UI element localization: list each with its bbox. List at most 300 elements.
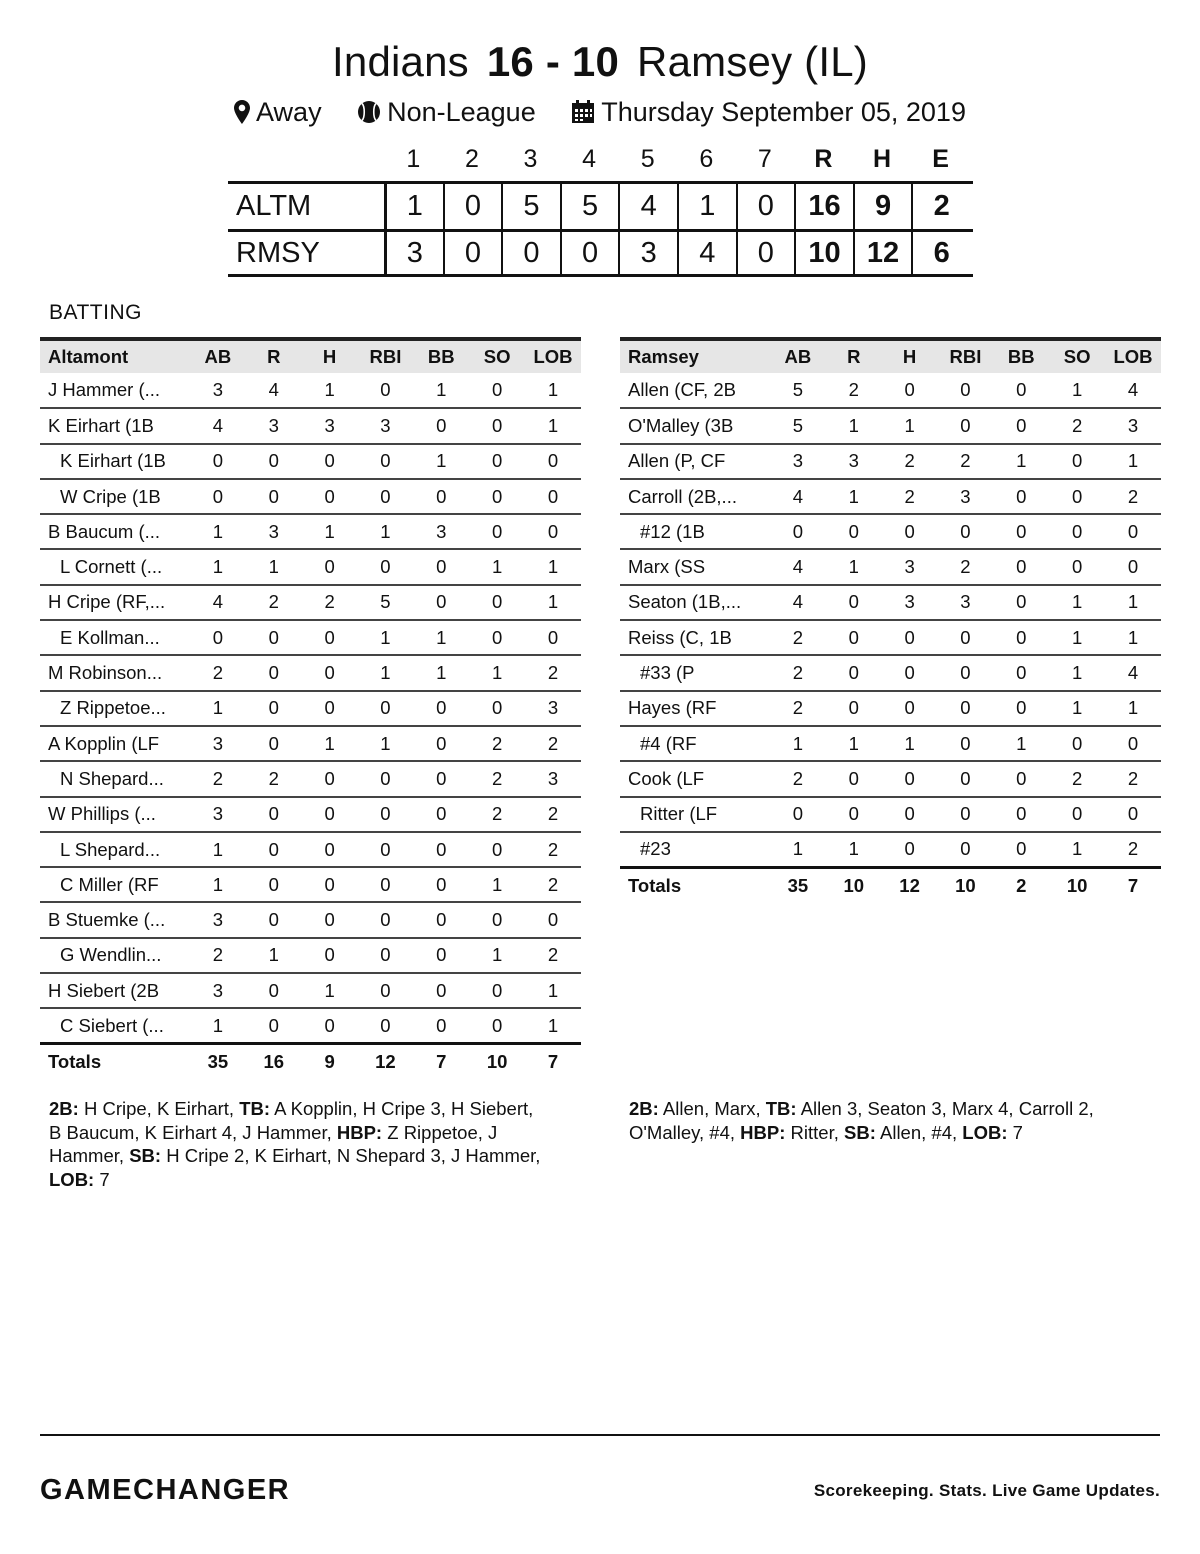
totals-cell: 12 [358,1044,414,1079]
away-batting-table [40,337,581,1079]
stat-cell: 3 [1105,408,1161,443]
stat-cell: 0 [525,479,581,514]
stat-cell: 3 [938,479,994,514]
stat-cell: 1 [770,726,826,761]
note-label: 2B: [49,1098,79,1119]
stat-cell: 2 [525,832,581,867]
player-name: Hayes (RF [620,691,770,726]
stat-cell: 4 [770,549,826,584]
totals-cell: 12 [882,867,938,902]
table-row [40,1008,581,1043]
linescore-inning: 0 [443,232,502,274]
player-name: A Kopplin (LF [40,726,190,761]
stat-header: LOB [525,339,581,373]
stat-cell: 5 [770,408,826,443]
stat-cell: 0 [246,479,302,514]
linescore-e: 2 [911,184,970,229]
stat-cell: 0 [993,479,1049,514]
stat-cell: 1 [1049,373,1105,408]
player-name: Cook (LF [620,761,770,796]
stat-cell: 5 [358,585,414,620]
table-header-row [620,339,1161,373]
stat-cell: 1 [525,373,581,408]
note-label: TB: [239,1098,271,1119]
table-row [620,797,1161,832]
stat-cell: 2 [525,797,581,832]
linescore-inning: 0 [736,184,795,229]
note-label: HBP: [336,1121,383,1143]
stat-cell: 1 [469,938,525,973]
stat-cell: 0 [358,444,414,479]
note-text: Z Rippetoe, J Hammer, [49,1121,498,1167]
note-text: A Kopplin, H Cripe 3, H Siebert, B Baucum, K Eirhart 4, J Hammer, [49,1098,534,1143]
linescore-col-header: 1 [406,144,421,173]
stat-cell: 3 [190,973,246,1008]
note-label: TB: [765,1098,797,1119]
stat-header: AB [190,339,246,373]
stat-cell: 2 [1049,408,1105,443]
player-name: #12 (1B [620,514,770,549]
table-row [620,832,1161,867]
stat-cell: 4 [770,479,826,514]
league [357,97,536,128]
player-name: Allen (CF, 2B [620,373,770,408]
stat-cell: 0 [358,373,414,408]
player-name: W Cripe (1B [40,479,190,514]
game-meta [0,96,1200,128]
footer-divider [40,1434,1160,1436]
totals-cell: 7 [413,1044,469,1079]
stat-cell: 0 [826,514,882,549]
stat-cell: 0 [413,761,469,796]
stat-cell: 4 [1105,655,1161,690]
stat-header: R [246,339,302,373]
stat-cell: 0 [826,691,882,726]
stat-cell: 1 [358,514,414,549]
stat-cell: 2 [826,373,882,408]
league-text: Non-League [387,97,536,128]
stat-cell: 0 [302,867,358,902]
player-name: L Cornett (... [40,549,190,584]
totals-row [620,867,1161,902]
stat-cell: 0 [190,479,246,514]
player-name: Marx (SS [620,549,770,584]
linescore-col-header: 2 [464,144,479,173]
stat-cell: 0 [826,585,882,620]
stat-cell: 0 [246,797,302,832]
table-row [40,620,581,655]
note-text: H Cripe, K Eirhart, [78,1098,240,1119]
table-row [40,832,581,867]
stat-cell: 0 [413,691,469,726]
stat-cell: 1 [413,655,469,690]
table-row [40,938,581,973]
totals-cell: 7 [1105,867,1161,902]
stat-cell: 0 [246,726,302,761]
table-row [620,761,1161,796]
stat-cell: 0 [469,585,525,620]
stat-cell: 1 [826,832,882,867]
stat-cell: 2 [770,691,826,726]
stat-cell: 0 [246,444,302,479]
stat-cell: 1 [358,655,414,690]
stat-cell: 3 [190,797,246,832]
linescore-inning: 0 [560,232,619,274]
away-batting-notes [49,1097,549,1191]
stat-cell: 1 [190,1008,246,1043]
table-row [40,373,581,408]
player-name: M Robinson... [40,655,190,690]
player-name: Z Rippetoe... [40,691,190,726]
stat-cell: 0 [938,691,994,726]
player-name: C Siebert (... [40,1008,190,1043]
stat-cell: 1 [826,549,882,584]
stat-cell: 0 [246,902,302,937]
stat-cell: 0 [882,761,938,796]
player-name: N Shepard... [40,761,190,796]
linescore-inning: 5 [560,184,619,229]
note-label: SB: [844,1121,876,1143]
stat-cell: 1 [993,726,1049,761]
stat-cell: 0 [882,691,938,726]
linescore-col-header: 6 [699,144,714,173]
stat-cell: 0 [469,832,525,867]
stat-cell: 0 [469,973,525,1008]
stat-cell: 1 [826,479,882,514]
stat-header: H [302,339,358,373]
stat-cell: 2 [882,479,938,514]
note-text: 7 [94,1168,110,1190]
footer-tagline: Scorekeeping. Stats. Live Game Updates. [813,1481,1160,1500]
note-label: LOB: [49,1168,95,1190]
stat-cell: 1 [826,726,882,761]
stat-cell: 0 [993,761,1049,796]
player-name: W Phillips (... [40,797,190,832]
stat-cell: 1 [413,444,469,479]
stat-cell: 0 [358,938,414,973]
table-row [40,408,581,443]
note-label: HBP: [740,1121,786,1143]
table-row [620,444,1161,479]
stat-cell: 0 [469,408,525,443]
stat-header: AB [770,339,826,373]
table-row [40,444,581,479]
stat-cell: 0 [358,761,414,796]
stat-cell: 0 [302,832,358,867]
table-row [40,973,581,1008]
player-name: Carroll (2B,... [620,479,770,514]
stat-cell: 2 [1105,479,1161,514]
stat-header: SO [1049,339,1105,373]
stat-cell: 2 [246,585,302,620]
stat-cell: 0 [302,620,358,655]
stat-cell: 1 [358,726,414,761]
team-name-header: Altamont [40,339,190,373]
stat-cell: 2 [525,938,581,973]
stat-cell: 4 [246,373,302,408]
player-name: H Cripe (RF,... [40,585,190,620]
stat-cell: 0 [302,444,358,479]
player-name: #4 (RF [620,726,770,761]
stat-cell: 0 [302,1008,358,1043]
totals-cell: 16 [246,1044,302,1079]
player-name: C Miller (RF [40,867,190,902]
calendar-icon [571,100,595,124]
stat-cell: 0 [525,444,581,479]
stat-cell: 0 [302,902,358,937]
player-name: L Shepard... [40,832,190,867]
note-label: LOB: [962,1121,1008,1143]
stat-cell: 1 [525,408,581,443]
stat-cell: 0 [938,373,994,408]
stat-cell: 5 [770,373,826,408]
player-name: O'Malley (3B [620,408,770,443]
player-name: #23 [620,832,770,867]
stat-cell: 1 [469,867,525,902]
stat-cell: 0 [302,479,358,514]
stat-cell: 0 [770,797,826,832]
stat-cell: 0 [358,691,414,726]
stat-cell: 3 [190,726,246,761]
stat-cell: 0 [246,973,302,1008]
table-row [40,655,581,690]
stat-cell: 1 [302,973,358,1008]
away-team-name: Indians [332,38,469,85]
stat-cell: 2 [469,797,525,832]
stat-cell: 1 [525,549,581,584]
stat-cell: 0 [938,832,994,867]
stat-cell: 0 [358,832,414,867]
stat-cell: 0 [246,655,302,690]
stat-cell: 3 [246,514,302,549]
stat-cell: 0 [826,797,882,832]
note-text: Allen 3, Seaton 3, Marx 4, Carroll 2, O'Malley, #4, [629,1098,1094,1143]
player-name: B Baucum (... [40,514,190,549]
stat-cell: 0 [1049,479,1105,514]
stat-cell: 0 [1105,549,1161,584]
stat-cell: 1 [525,973,581,1008]
stat-header: LOB [1105,339,1161,373]
stat-cell: 2 [525,726,581,761]
stat-cell: 0 [882,832,938,867]
home-batting-table [620,337,1161,902]
stat-cell: 0 [469,691,525,726]
stat-cell: 0 [882,514,938,549]
baseball-icon [357,100,381,124]
stat-cell: 1 [525,585,581,620]
stat-cell: 0 [358,549,414,584]
player-name: #33 (P [620,655,770,690]
totals-cell: 10 [826,867,882,902]
stat-cell: 0 [413,832,469,867]
home-team-name: Ramsey (IL) [637,38,868,85]
player-name: G Wendlin... [40,938,190,973]
stat-header: BB [413,339,469,373]
linescore-r: 10 [794,232,853,274]
stat-cell: 1 [302,514,358,549]
totals-label: Totals [40,1044,190,1079]
stat-cell: 0 [938,761,994,796]
totals-cell: 9 [302,1044,358,1079]
stat-cell: 0 [358,902,414,937]
stat-cell: 0 [358,973,414,1008]
note-label: SB: [129,1145,162,1167]
stat-cell: 1 [1105,691,1161,726]
stat-cell: 0 [938,797,994,832]
note-text: Allen, #4, [875,1121,963,1143]
stat-cell: 0 [469,373,525,408]
totals-cell: 35 [190,1044,246,1079]
gamechanger-logo: GAMECHANGER [40,1474,291,1506]
stat-cell: 0 [413,797,469,832]
linescore-col-header: E [932,144,949,173]
table-header-row [40,339,581,373]
stat-cell: 1 [1049,620,1105,655]
player-name: H Siebert (2B [40,973,190,1008]
stat-cell: 1 [1105,620,1161,655]
player-name: Reiss (C, 1B [620,620,770,655]
stat-header: SO [469,339,525,373]
stat-cell: 0 [1049,726,1105,761]
stat-cell: 0 [358,797,414,832]
stat-cell: 0 [993,585,1049,620]
stat-cell: 0 [993,514,1049,549]
table-row [620,373,1161,408]
stat-cell: 2 [469,761,525,796]
stat-cell: 3 [525,691,581,726]
stat-cell: 0 [882,373,938,408]
stat-cell: 0 [413,585,469,620]
linescore-col-header: 7 [757,144,772,173]
stat-cell: 3 [525,761,581,796]
totals-cell: 7 [525,1044,581,1079]
stat-cell: 0 [993,797,1049,832]
stat-cell: 0 [993,408,1049,443]
stat-cell: 2 [770,655,826,690]
table-row [620,691,1161,726]
stat-cell: 0 [993,691,1049,726]
stat-cell: 3 [938,585,994,620]
table-row [620,585,1161,620]
location [234,97,322,128]
linescore-h: 12 [853,232,912,274]
table-row [620,479,1161,514]
player-name: K Eirhart (1B [40,444,190,479]
stat-cell: 3 [190,373,246,408]
stat-cell: 2 [302,585,358,620]
linescore-inning: 1 [677,184,736,229]
stat-cell: 0 [190,444,246,479]
table-row [40,761,581,796]
player-name: Ritter (LF [620,797,770,832]
stat-cell: 0 [302,655,358,690]
table-row [40,514,581,549]
table-row [620,549,1161,584]
stat-cell: 1 [469,549,525,584]
stat-cell: 1 [882,726,938,761]
table-row [40,691,581,726]
game-title [0,38,1200,86]
totals-cell: 2 [993,867,1049,902]
stat-cell: 1 [882,408,938,443]
table-row [620,514,1161,549]
table-row [620,408,1161,443]
stat-cell: 1 [826,408,882,443]
stat-cell: 1 [190,867,246,902]
stat-cell: 3 [770,444,826,479]
stat-cell: 0 [413,726,469,761]
stat-cell: 0 [1049,444,1105,479]
linescore-team: RMSY [236,236,320,269]
stat-header: R [826,339,882,373]
stat-cell: 3 [882,585,938,620]
stat-cell: 0 [469,902,525,937]
stat-cell: 1 [1049,655,1105,690]
note-text: Allen, Marx, [658,1098,766,1119]
linescore-inning: 3 [618,232,677,274]
stat-cell: 0 [246,620,302,655]
linescore-team: ALTM [236,190,312,222]
stat-cell: 0 [826,655,882,690]
stat-cell: 1 [993,444,1049,479]
linescore-inning: 4 [618,184,677,229]
stat-cell: 1 [358,620,414,655]
stat-cell: 2 [882,444,938,479]
linescore-row [228,229,973,277]
batting-section-label: BATTING [49,301,142,324]
linescore-inning: 3 [384,232,443,274]
stat-cell: 0 [358,479,414,514]
linescore-header [228,137,973,181]
stat-header: H [882,339,938,373]
stat-cell: 1 [190,832,246,867]
totals-row [40,1044,581,1079]
player-name: J Hammer (... [40,373,190,408]
stat-cell: 0 [525,514,581,549]
stat-cell: 1 [1049,585,1105,620]
stat-cell: 0 [302,797,358,832]
table-row [40,797,581,832]
stat-cell: 1 [1049,691,1105,726]
stat-cell: 3 [413,514,469,549]
note-text: 7 [1007,1121,1023,1143]
stat-cell: 0 [882,620,938,655]
stat-cell: 0 [246,1008,302,1043]
table-row [40,585,581,620]
stat-cell: 0 [882,797,938,832]
stat-cell: 1 [190,691,246,726]
stat-cell: 2 [525,867,581,902]
linescore-inning: 4 [677,232,736,274]
table-row [40,479,581,514]
stat-cell: 0 [413,938,469,973]
stat-cell: 3 [190,902,246,937]
linescore-h: 9 [853,184,912,229]
stat-cell: 1 [525,1008,581,1043]
stat-cell: 2 [190,655,246,690]
linescore-r: 16 [794,184,853,229]
stat-cell: 0 [358,1008,414,1043]
date-text: Thursday September 05, 2019 [601,97,966,128]
stat-cell: 1 [413,373,469,408]
stat-cell: 0 [938,655,994,690]
stat-cell: 0 [246,691,302,726]
final-score: 16 - 10 [486,38,620,85]
stat-cell: 4 [770,585,826,620]
home-batting-notes [629,1097,1169,1144]
stat-cell: 0 [246,832,302,867]
stat-cell: 0 [993,373,1049,408]
